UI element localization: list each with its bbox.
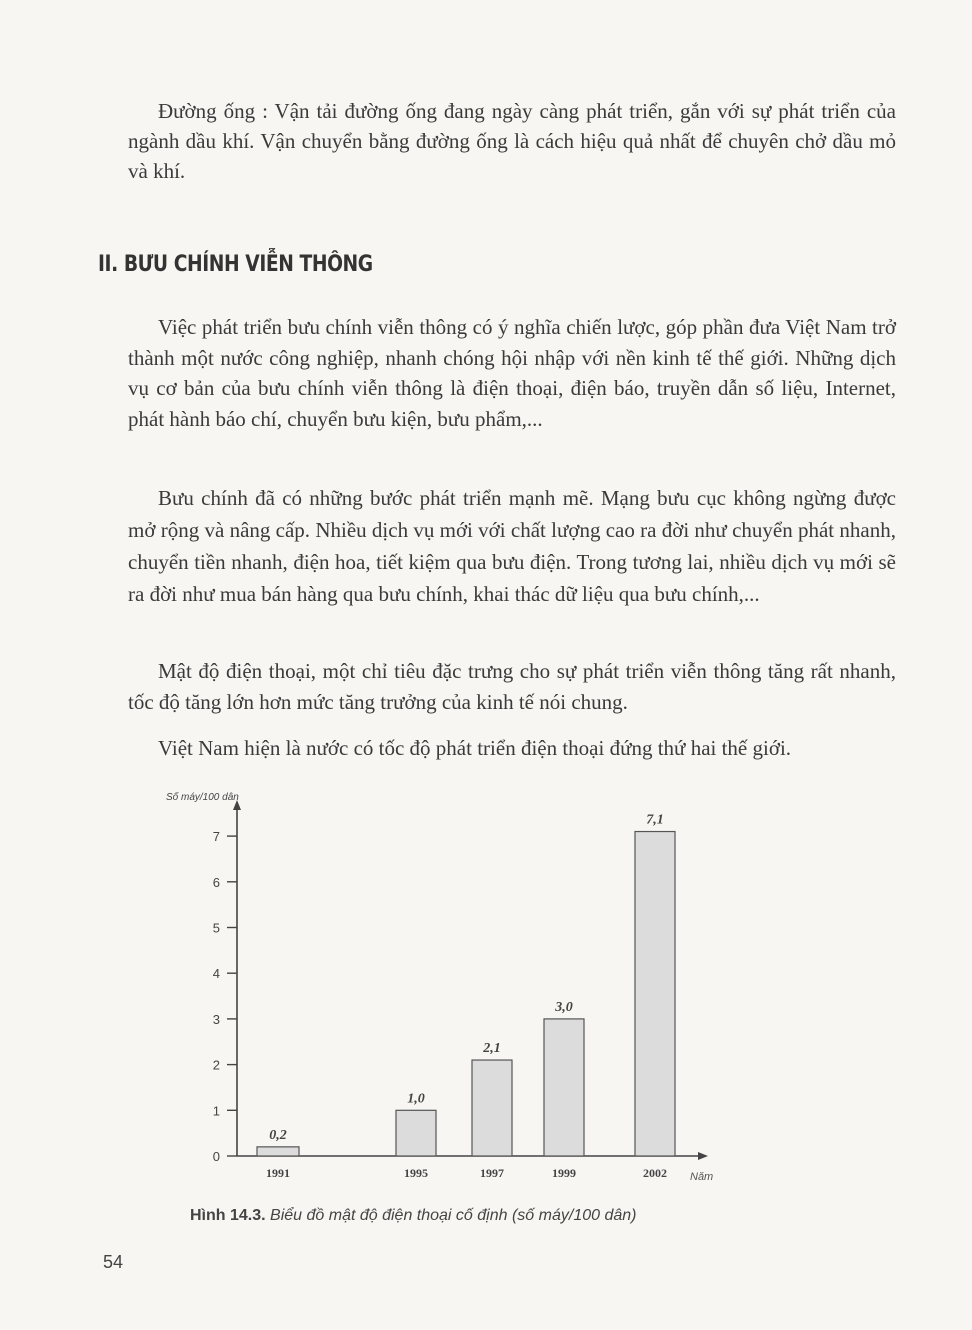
- x-axis-arrow: [698, 1152, 708, 1160]
- y-tick-label: 0: [212, 1149, 220, 1164]
- chart-bar: [396, 1110, 436, 1156]
- y-tick-label: 7: [212, 829, 220, 845]
- x-tick-label: 1995: [404, 1166, 428, 1180]
- paragraph-postal: Bưu chính đã có những bước phát triển mạnh mẽ. Mạng bưu cục không ngừng được mở rộng và nâng cấp. Nhiều dịch vụ mới với chất lượng cao ra đời như chuyển phát nhanh, chuyển tiền nhanh, điện hoa, tiết kiệm qua bưu điện. Trong tương lai, nhiều dịch vụ mới sẽ ra đời như mua bán hàng qua bưu chính, khai thác dữ liệu qua bưu chính,...: [128, 486, 896, 606]
- paragraph-pipeline: Đường ống : Vận tải đường ống đang ngày càng phát triển, gắn với sự phát triển của ngành dầu khí. Vận chuyển bằng đường ống là cách hiệu quả nhất để chuyên chở dầu mỏ và khí.: [128, 99, 896, 183]
- chart-bar: [257, 1147, 299, 1156]
- y-tick-label: 3: [212, 1011, 220, 1027]
- y-tick-label: 2: [212, 1057, 220, 1073]
- y-tick-label: 1: [212, 1103, 220, 1119]
- section-heading: II. BƯU CHÍNH VIỄN THÔNG: [98, 252, 373, 277]
- x-tick-label: 1997: [480, 1166, 504, 1180]
- figure-caption: [190, 1207, 636, 1225]
- y-tick-label: 4: [212, 966, 220, 982]
- bar-value-label: 0,2: [269, 1127, 287, 1143]
- paragraph-phone-density: Mật độ điện thoại, một chỉ tiêu đặc trưng cho sự phát triển viễn thông tăng rất nhanh, tốc độ tăng lớn hơn mức tăng trưởng của kinh tế nói chung.: [128, 659, 896, 714]
- x-tick-label: 2002: [643, 1166, 667, 1180]
- bar-value-label: 7,1: [646, 812, 664, 828]
- y-tick-label: 6: [212, 874, 220, 890]
- figure-caption-label: Hình 14.3.: [190, 1207, 266, 1224]
- chart-bar: [544, 1019, 584, 1156]
- paragraph-telecom-intro: Việc phát triển bưu chính viễn thông có ý nghĩa chiến lược, góp phần đưa Việt Nam trở thành một nước công nghiệp, nhanh chóng hội nhập với nền kinh tế thế giới. Những dịch vụ cơ bản của bưu chính viễn thông là điện thoại, điện báo, truyền dẫn số liệu, Internet, phát hành báo chí, chuyển bưu kiện, bưu phẩm,...: [128, 315, 896, 431]
- y-tick-label: 5: [212, 920, 220, 936]
- paragraph-phone-growth: Việt Nam hiện là nước có tốc độ phát triển điện thoại đứng thứ hai thế giới.: [158, 736, 792, 760]
- bar-value-label: 1,0: [407, 1091, 425, 1107]
- chart-bars: [257, 832, 675, 1156]
- x-tick-label: 1999: [552, 1166, 576, 1180]
- figure-caption-text: Biểu đồ mật độ điện thoại cố định (số máy/100 dân): [265, 1207, 637, 1224]
- x-tick-label: 1991: [266, 1166, 290, 1180]
- page-number: 54: [103, 1252, 124, 1272]
- chart-bar: [635, 832, 675, 1156]
- y-axis-label: Số máy/100 dân: [166, 792, 239, 803]
- bar-value-label: 3,0: [555, 999, 573, 1015]
- x-axis-label: Năm: [690, 1171, 714, 1183]
- chart-labels: [266, 813, 667, 1180]
- bar-value-label: 2,1: [483, 1041, 501, 1057]
- chart-axes: [166, 791, 713, 1183]
- chart-bar: [472, 1060, 512, 1156]
- phone-density-chart: [100, 780, 870, 1200]
